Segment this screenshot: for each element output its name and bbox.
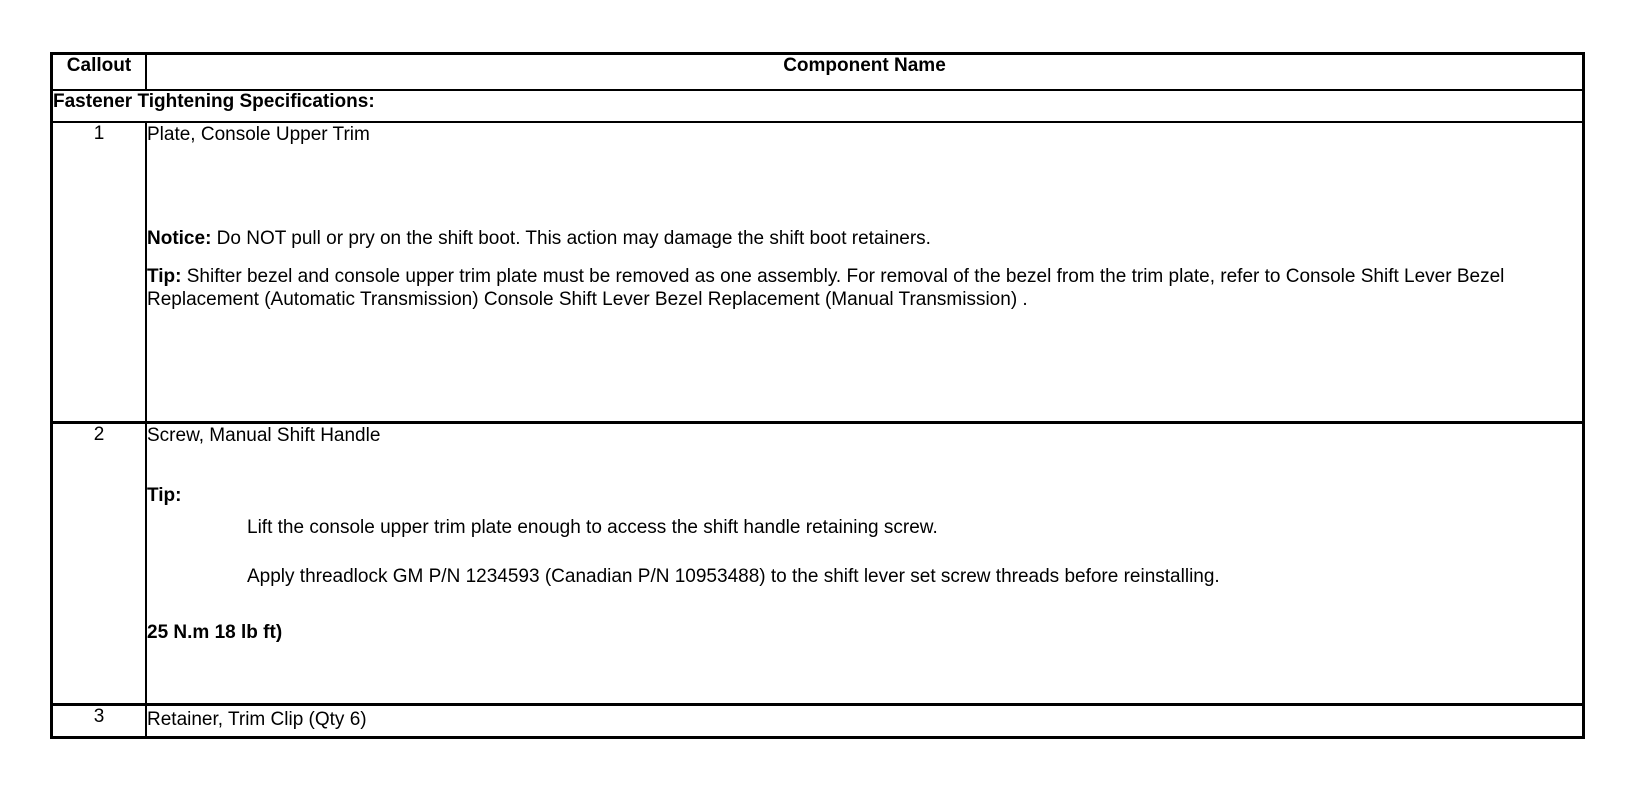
torque-value: 25 N.m 18 lb ft) (147, 622, 283, 643)
notice-paragraph (147, 227, 1582, 251)
table-row (52, 122, 1584, 423)
notice-label: Notice: (147, 227, 212, 249)
callout-header: Callout (52, 54, 147, 91)
callout-number: 3 (52, 705, 147, 738)
notice-text: Do NOT pull or pry on the shift boot. This action may damage the shift boot retainers. (211, 227, 931, 249)
component-table (50, 52, 1585, 739)
header-row (52, 54, 1584, 91)
tip-paragraph (147, 484, 1582, 508)
callout-number: 1 (52, 122, 147, 423)
component-name: Screw, Manual Shift Handle (147, 425, 381, 446)
section-title: Fastener Tightening Specifications: (52, 90, 1584, 122)
component-cell (146, 423, 1584, 705)
tip-step: Lift the console upper trim plate enough to access the shift handle retaining screw. (247, 516, 938, 538)
tip-paragraph (147, 265, 1582, 313)
section-row (52, 90, 1584, 122)
torque-spec (147, 621, 1582, 645)
component-cell (146, 122, 1584, 423)
tip-step: Apply threadlock GM P/N 1234593 (Canadian P/N 10953488) to the shift lever set screw threads before reinstalling. (247, 566, 1220, 588)
tip-text: Shifter bezel and console upper trim plate must be removed as one assembly. For removal of the bezel from the trim plate, refer to Console Shift Lever Bezel Replacement (Automatic Transmission) Console Shift Lever Bezel Replacement (Manual Transmission) . (147, 265, 1505, 311)
tip-label: Tip: (147, 265, 182, 287)
component-name: Retainer, Trim Clip (Qty 6) (146, 705, 1584, 738)
component-name: Plate, Console Upper Trim (147, 124, 370, 145)
table-row (52, 423, 1584, 705)
spec-sheet (50, 52, 1585, 739)
component-name-header: Component Name (146, 54, 1584, 91)
tip-label: Tip: (147, 484, 182, 506)
callout-number: 2 (52, 423, 147, 705)
table-row (52, 705, 1584, 738)
